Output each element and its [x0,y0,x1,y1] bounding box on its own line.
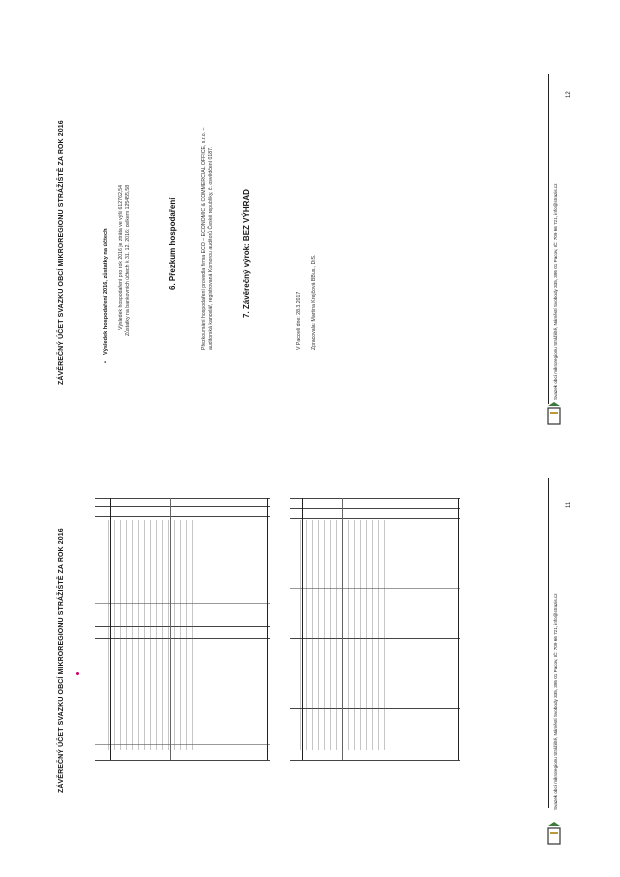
section-6-heading: 6. Přezkum hospodaření [168,197,177,290]
right-footer-text: Svazek obcí mikroregionu Strážiště, Náměstí Svobody 335, 395 01 Pacov, IČ: 709 66 721, info@strazis.cz [553,183,558,400]
strazis-logo-icon [544,820,564,850]
result-line-1: Výsledek hospodaření pro rok 2016 je ztráta ve výši 612762,54 [118,184,124,330]
strazis-logo-icon [544,400,564,430]
right-page-title: ZÁVĚREČNÝ ÚČET SVAZKU OBCÍ MIKROREGIONU STRÁŽIŠTĚ ZA ROK 2016 [58,120,65,385]
right-footer-rule [548,74,549,404]
pink-mark [76,672,79,675]
date-line: V Pacově dne: 28.3.2017 [296,291,302,350]
left-page-title: ZÁVĚREČNÝ ÚČET SVAZKU OBCÍ MIKROREGIONU STRÁŽIŠTĚ ZA ROK 2016 [58,528,65,793]
right-page-number: 12 [566,91,572,98]
left-footer-text: Svazek obcí mikroregionu Strážiště, Náměstí Svobody 335, 395 01 Pacov, IČ: 709 66 721, info@strazis.cz [553,593,558,810]
left-table-text-lines [100,520,460,760]
section-7-heading: 7. Závěrečný výrok: BEZ VÝHRAD [242,189,251,318]
review-line-2: auditorská kancelář, registrovaná Komorou auditorů České republiky, č. osvědčení 0187. [208,146,214,350]
review-line-1: Přezkoumání hospodaření provedla firma ECO – ECONOMIC & COMMERCIAL OFFICE, s.r.o. – [201,127,207,350]
left-page-number: 11 [566,501,572,508]
left-footer-rule [548,478,549,808]
result-line-2: Zůstatky na bankovních účtech k 31. 12. 2016: celkem 125455,58 [125,184,131,336]
prepared-by: Zpracovala: Martina Krejčová BBus., DiS. [311,254,317,350]
right-logo [544,400,564,430]
result-heading: Výsledek hospodaření 2016, zůstatky na účtech [103,228,109,355]
bullet-dot: • [103,361,109,363]
left-logo [544,820,564,850]
